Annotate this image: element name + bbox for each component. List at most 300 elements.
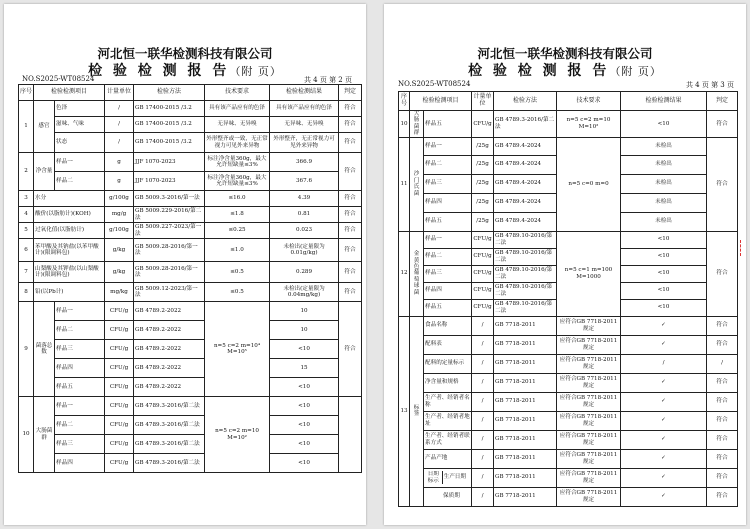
table-row bbox=[399, 449, 738, 468]
method: GB 4789.2-2022 bbox=[134, 378, 205, 397]
method: GB 4789.10-2016/第二法 bbox=[494, 299, 557, 316]
result: ✓ bbox=[621, 430, 707, 449]
table-row bbox=[19, 454, 362, 473]
judgement: 符合 bbox=[339, 207, 362, 223]
unit: CFU/g bbox=[472, 248, 494, 265]
judgement: 符合 bbox=[707, 487, 738, 506]
method: GB 7718-2011 bbox=[494, 392, 557, 411]
table-row bbox=[399, 335, 738, 354]
table-row bbox=[399, 373, 738, 392]
table-row bbox=[399, 231, 738, 248]
unit: g/100g bbox=[105, 191, 134, 207]
sub-item: 样品二 bbox=[424, 155, 472, 174]
group-name: 感官 bbox=[34, 101, 55, 153]
method: GB 4789.3-2016/第二法 bbox=[494, 111, 557, 138]
result: <10 bbox=[621, 248, 707, 265]
judgement: 符合 bbox=[707, 316, 738, 335]
method: GB 4789.4-2024 bbox=[494, 137, 557, 155]
result: 未检出 bbox=[621, 212, 707, 231]
header-result: 检验检测结果 bbox=[270, 85, 339, 101]
result: ✓ bbox=[621, 392, 707, 411]
row-no: 5 bbox=[19, 223, 34, 239]
header-item: 检验检测项目 bbox=[34, 85, 105, 101]
sub-item: 样品五 bbox=[424, 111, 472, 138]
method: GB 4789.10-2016/第二法 bbox=[494, 282, 557, 299]
table-row bbox=[19, 378, 362, 397]
result: 具有该产品应有的色泽 bbox=[270, 101, 339, 117]
page-label: 共 4 页 第 3 页 bbox=[685, 81, 734, 89]
sub-item: 配料表 bbox=[424, 335, 472, 354]
result: <10 bbox=[621, 265, 707, 282]
judgement: 符合 bbox=[707, 231, 738, 316]
requirement: ≤0.5 bbox=[205, 262, 270, 283]
sub-item: 生产日期 bbox=[443, 474, 466, 481]
requirement: 应符合GB 7718-2011规定 bbox=[557, 373, 621, 392]
method: GB 4789.4-2024 bbox=[494, 193, 557, 212]
table-row bbox=[19, 283, 362, 302]
unit: CFU/g bbox=[472, 299, 494, 316]
unit: g bbox=[105, 172, 134, 191]
judgement: 符合 bbox=[339, 262, 362, 283]
requirement: ≤16.0 bbox=[205, 191, 270, 207]
judgement: 符合 bbox=[707, 137, 738, 231]
unit: /25g bbox=[472, 193, 494, 212]
method: GB 4789.2-2022 bbox=[134, 359, 205, 378]
table-row bbox=[19, 416, 362, 435]
method: GB 7718-2011 bbox=[494, 487, 557, 506]
result: 0.023 bbox=[270, 223, 339, 239]
method: GB 5009.28-2016/第一法 bbox=[134, 262, 205, 283]
result: 366.9 bbox=[270, 153, 339, 172]
date-subtable bbox=[425, 471, 470, 484]
table-row bbox=[19, 302, 362, 321]
method: GB 4789.10-2016/第二法 bbox=[494, 231, 557, 248]
judgement: 符合 bbox=[339, 191, 362, 207]
group-name: 金黄色葡萄球菌 bbox=[410, 231, 424, 316]
seal-edge-mark bbox=[740, 240, 744, 256]
unit: / bbox=[472, 354, 494, 373]
row-no: 4 bbox=[19, 207, 34, 223]
sub-item: 样品一 bbox=[424, 231, 472, 248]
result: 0.81 bbox=[270, 207, 339, 223]
unit: / bbox=[472, 335, 494, 354]
row-no: 11 bbox=[399, 137, 410, 231]
unit: CFU/g bbox=[105, 416, 134, 435]
requirement: n=5 c=1 m=100 M=1000 bbox=[557, 231, 621, 316]
header-method: 检验方法 bbox=[494, 92, 557, 111]
judgement: 符合 bbox=[707, 411, 738, 430]
sub-item: 样品一 bbox=[55, 153, 105, 172]
row-no: 7 bbox=[19, 262, 34, 283]
header-result: 检验检测结果 bbox=[621, 92, 707, 111]
judgement: 符合 bbox=[707, 335, 738, 354]
group-name: 沙门氏菌 bbox=[410, 137, 424, 231]
result: 367.6 bbox=[270, 172, 339, 191]
requirement: 应符合GB 7718-2011规定 bbox=[557, 411, 621, 430]
requirement: 应符合GB 7718-2011规定 bbox=[557, 316, 621, 335]
requirement: 应符合GB 7718-2011规定 bbox=[557, 468, 621, 487]
method: JJF 1070-2023 bbox=[134, 172, 205, 191]
method: GB 7718-2011 bbox=[494, 468, 557, 487]
requirement: 具有该产品应有的色泽 bbox=[205, 101, 270, 117]
header-no: 序号 bbox=[19, 85, 34, 101]
method: GB 7718-2011 bbox=[494, 335, 557, 354]
company-name: 河北恒一联华检测科技有限公司 bbox=[477, 46, 653, 61]
result: 4.39 bbox=[270, 191, 339, 207]
sub-item: 样品四 bbox=[424, 193, 472, 212]
method: GB 4789.3-2016/第二法 bbox=[134, 397, 205, 416]
row-no: 8 bbox=[19, 283, 34, 302]
requirement: 应符合GB 7718-2011规定 bbox=[557, 449, 621, 468]
table-row bbox=[19, 153, 362, 172]
item: 酸价(以脂肪计)(KOH) bbox=[34, 207, 105, 223]
unit: / bbox=[472, 316, 494, 335]
sub-item: 样品二 bbox=[424, 248, 472, 265]
sub-item: 样品一 bbox=[424, 137, 472, 155]
requirement: n=5 c=0 m=0 bbox=[557, 137, 621, 231]
item: 苯甲酸及其钠盐(以苯甲酸计)(限调料包) bbox=[34, 239, 105, 262]
result: <10 bbox=[270, 454, 339, 473]
table-row bbox=[19, 207, 362, 223]
unit: / bbox=[105, 117, 134, 133]
table-row bbox=[19, 101, 362, 117]
method: JJF 1070-2023 bbox=[134, 153, 205, 172]
method: GB 4789.4-2024 bbox=[494, 212, 557, 231]
requirement: n=5 c=2 m=10 M=10² bbox=[557, 111, 621, 138]
group-name: 净含量 bbox=[34, 153, 55, 191]
item: 山梨酸及其钾盐(以山梨酸计)(限调料包) bbox=[34, 262, 105, 283]
result: ✓ bbox=[621, 316, 707, 335]
sub-item: 样品三 bbox=[55, 340, 105, 359]
result: ✓ bbox=[621, 487, 707, 506]
table-row bbox=[399, 354, 738, 373]
requirement: n=5 c=2 m=10 M=10² bbox=[205, 397, 270, 473]
unit: CFU/g bbox=[105, 435, 134, 454]
result: 15 bbox=[270, 359, 339, 378]
result: <10 bbox=[621, 111, 707, 138]
method: GB 4789.10-2016/第二法 bbox=[494, 265, 557, 282]
sub-item: 样品二 bbox=[55, 172, 105, 191]
unit: /25g bbox=[472, 155, 494, 174]
unit: / bbox=[472, 468, 494, 487]
result: 0.289 bbox=[270, 262, 339, 283]
report-page-3 bbox=[384, 4, 746, 525]
method: GB 5009.227-2023/第一法 bbox=[134, 223, 205, 239]
sub-item: 色泽 bbox=[55, 101, 105, 117]
requirement: 应符合GB 7718-2011规定 bbox=[557, 487, 621, 506]
sub-item: 保质期 bbox=[424, 487, 472, 506]
method: GB 4789.4-2024 bbox=[494, 155, 557, 174]
result: <10 bbox=[621, 299, 707, 316]
judgement: 符合 bbox=[339, 302, 362, 397]
header-item: 检验检测项目 bbox=[410, 92, 472, 111]
result: ✓ bbox=[621, 335, 707, 354]
table-row bbox=[399, 111, 738, 138]
unit: g/kg bbox=[105, 239, 134, 262]
unit: / bbox=[472, 392, 494, 411]
method: GB 17400-2015 /3.2 bbox=[134, 133, 205, 153]
unit: / bbox=[472, 411, 494, 430]
table-row bbox=[399, 392, 738, 411]
method: GB 4789.3-2016/第二法 bbox=[134, 435, 205, 454]
unit: CFU/g bbox=[472, 231, 494, 248]
unit: g bbox=[105, 153, 134, 172]
sub-item: 生产者、经销者名称 bbox=[424, 392, 472, 411]
method: GB 5009.12-2023/第一法 bbox=[134, 283, 205, 302]
judgement: 符合 bbox=[707, 111, 738, 138]
sub-item: 样品四 bbox=[424, 282, 472, 299]
report-subtitle: （附 页） bbox=[609, 65, 662, 78]
method: GB 4789.2-2022 bbox=[134, 321, 205, 340]
judgement: 符合 bbox=[339, 239, 362, 262]
sub-item: 净含量和规格 bbox=[424, 373, 472, 392]
row-no: 2 bbox=[19, 153, 34, 191]
sub-item: 样品二 bbox=[55, 416, 105, 435]
row-no: 9 bbox=[19, 302, 34, 397]
table-row bbox=[399, 468, 738, 487]
unit: CFU/g bbox=[472, 282, 494, 299]
sub-item: 样品五 bbox=[55, 378, 105, 397]
requirement: n=5 c=2 m=10⁴ M=10⁵ bbox=[205, 302, 270, 397]
requirement: 标注净含量360g，最大允许短缺量≤3% bbox=[205, 172, 270, 191]
result: <10 bbox=[621, 231, 707, 248]
unit: /25g bbox=[472, 212, 494, 231]
header-judgement: 判定 bbox=[707, 92, 738, 111]
sub-item: 样品五 bbox=[424, 212, 472, 231]
method: GB 4789.10-2016/第二法 bbox=[494, 248, 557, 265]
method: GB 4789.3-2016/第二法 bbox=[134, 416, 205, 435]
result: <10 bbox=[270, 340, 339, 359]
method: GB 4789.2-2022 bbox=[134, 340, 205, 359]
requirement: ≤1.0 bbox=[205, 239, 270, 262]
judgement: 符合 bbox=[339, 133, 362, 153]
row-no: 10 bbox=[399, 111, 410, 138]
header-no: 序号 bbox=[399, 92, 410, 111]
sub-item: 产品产地 bbox=[424, 449, 472, 468]
sub-item: 样品三 bbox=[424, 174, 472, 193]
sub-item bbox=[424, 468, 472, 487]
method: GB 4789.2-2022 bbox=[134, 302, 205, 321]
method: GB 7718-2011 bbox=[494, 354, 557, 373]
unit: mg/g bbox=[105, 207, 134, 223]
requirement: 应符合GB 7718-2011规定 bbox=[557, 392, 621, 411]
sub-item: 样品四 bbox=[55, 454, 105, 473]
requirement: 应符合GB 7718-2011规定 bbox=[557, 335, 621, 354]
unit: CFU/g bbox=[105, 359, 134, 378]
header-requirement: 技术要求 bbox=[205, 85, 270, 101]
result: 10 bbox=[270, 302, 339, 321]
judgement: 符合 bbox=[707, 449, 738, 468]
result: ✓ bbox=[621, 373, 707, 392]
table-row bbox=[19, 435, 362, 454]
result: ✓ bbox=[621, 449, 707, 468]
row-no: 10 bbox=[19, 397, 34, 473]
report-number: NO.S2025-WT08524 bbox=[22, 75, 95, 83]
unit: CFU/g bbox=[105, 397, 134, 416]
result: 未检出(定量限为0.04mg/kg) bbox=[270, 283, 339, 302]
method: GB 7718-2011 bbox=[494, 373, 557, 392]
item: 铅(以Pb计) bbox=[34, 283, 105, 302]
method: GB 5009.28-2016/第一法 bbox=[134, 239, 205, 262]
judgement: 符合 bbox=[339, 283, 362, 302]
judgement: 符合 bbox=[707, 430, 738, 449]
result: / bbox=[621, 354, 707, 373]
unit: CFU/g bbox=[105, 340, 134, 359]
group-name: 菌落总数 bbox=[34, 302, 55, 397]
judgement: 符合 bbox=[707, 373, 738, 392]
result: <10 bbox=[270, 416, 339, 435]
table-row bbox=[399, 430, 738, 449]
unit: CFU/g bbox=[472, 111, 494, 138]
unit: / bbox=[105, 133, 134, 153]
header-unit: 计量单位 bbox=[105, 85, 134, 101]
table-row bbox=[19, 172, 362, 191]
unit: mg/kg bbox=[105, 283, 134, 302]
table-row bbox=[19, 191, 362, 207]
sub-item: 样品一 bbox=[55, 302, 105, 321]
requirement: 应符合GB 7718-2011规定 bbox=[557, 354, 621, 373]
unit: CFU/g bbox=[472, 265, 494, 282]
judgement: 符合 bbox=[707, 392, 738, 411]
result: 10 bbox=[270, 321, 339, 340]
header-method: 检验方法 bbox=[134, 85, 205, 101]
result: 外形整齐，无正常视力可见外来异物 bbox=[270, 133, 339, 153]
sub-item: 生产者、经销者地址 bbox=[424, 411, 472, 430]
report-title bbox=[384, 60, 746, 80]
table-row bbox=[399, 487, 738, 506]
unit: CFU/g bbox=[105, 378, 134, 397]
table-row bbox=[19, 133, 362, 153]
requirement: ≤0.25 bbox=[205, 223, 270, 239]
sub-item: 滋味、气味 bbox=[55, 117, 105, 133]
row-no: 1 bbox=[19, 101, 34, 153]
unit: CFU/g bbox=[105, 302, 134, 321]
judgement: 符合 bbox=[339, 101, 362, 117]
judgement: 符合 bbox=[707, 468, 738, 487]
table-row bbox=[19, 321, 362, 340]
sub-item: 样品四 bbox=[55, 359, 105, 378]
method: GB 4789.3-2016/第二法 bbox=[134, 454, 205, 473]
sub-item: 生产者、经销者联系方式 bbox=[424, 430, 472, 449]
method: GB 5009.229-2016/第二法 bbox=[134, 207, 205, 223]
method: GB 4789.4-2024 bbox=[494, 174, 557, 193]
result: 未检出 bbox=[621, 155, 707, 174]
result: 未检出 bbox=[621, 193, 707, 212]
result: ✓ bbox=[621, 411, 707, 430]
judgement: 符合 bbox=[339, 223, 362, 239]
unit: g/100g bbox=[105, 223, 134, 239]
table-row bbox=[399, 411, 738, 430]
table-row bbox=[19, 397, 362, 416]
judgement: / bbox=[707, 354, 738, 373]
sub-item: 样品三 bbox=[55, 435, 105, 454]
unit: CFU/g bbox=[105, 321, 134, 340]
requirement: 外形整齐或一致，无正常视力可见外来异物 bbox=[205, 133, 270, 153]
header-unit: 计量单位 bbox=[472, 92, 494, 111]
requirement: ≤1.8 bbox=[205, 207, 270, 223]
table-row bbox=[399, 137, 738, 155]
method: GB 7718-2011 bbox=[494, 316, 557, 335]
result: 未检出(定量限为0.01g/kg) bbox=[270, 239, 339, 262]
sub-item: 样品五 bbox=[424, 299, 472, 316]
unit: g/kg bbox=[105, 262, 134, 283]
method: GB 17400-2015 /3.2 bbox=[134, 117, 205, 133]
report-subtitle: （附 页） bbox=[229, 65, 282, 78]
judgement bbox=[339, 397, 362, 473]
requirement: ≤0.5 bbox=[205, 283, 270, 302]
method: GB 5009.3-2016/第一法 bbox=[134, 191, 205, 207]
row-no: 3 bbox=[19, 191, 34, 207]
table-header bbox=[19, 85, 362, 101]
unit: /25g bbox=[472, 174, 494, 193]
result: ✓ bbox=[621, 468, 707, 487]
group-name: 大肠菌群 bbox=[410, 111, 424, 138]
results-table bbox=[398, 91, 738, 507]
page-label: 共 4 页 第 2 页 bbox=[303, 76, 352, 84]
result: <10 bbox=[270, 435, 339, 454]
requirement: 无异味、无异嗅 bbox=[205, 117, 270, 133]
unit: /25g bbox=[472, 137, 494, 155]
table-header bbox=[399, 92, 738, 111]
result: <10 bbox=[270, 397, 339, 416]
table-row bbox=[19, 359, 362, 378]
row-no: 12 bbox=[399, 231, 410, 316]
result: 未检出 bbox=[621, 137, 707, 155]
sub-item: 配料的定量标示 bbox=[424, 354, 472, 373]
unit: / bbox=[472, 487, 494, 506]
unit: / bbox=[472, 430, 494, 449]
unit: / bbox=[105, 101, 134, 117]
group-name: 标签 bbox=[410, 316, 424, 506]
table-row bbox=[19, 239, 362, 262]
table-row bbox=[19, 262, 362, 283]
judgement: 符合 bbox=[339, 153, 362, 191]
judgement: 符合 bbox=[339, 117, 362, 133]
unit: / bbox=[472, 373, 494, 392]
sub-item: 样品一 bbox=[55, 397, 105, 416]
result: <10 bbox=[270, 378, 339, 397]
result: <10 bbox=[621, 282, 707, 299]
table-row bbox=[19, 223, 362, 239]
report-title-text: 检 验 检 测 报 告 bbox=[468, 63, 610, 79]
sub-item: 状态 bbox=[55, 133, 105, 153]
unit: / bbox=[472, 449, 494, 468]
row-no: 6 bbox=[19, 239, 34, 262]
sub-item: 食品名称 bbox=[424, 316, 472, 335]
report-page-2 bbox=[4, 4, 366, 525]
date-group-label: 日期标示 bbox=[425, 471, 442, 484]
group-name: 大肠菌群 bbox=[34, 397, 55, 473]
sub-item: 样品二 bbox=[55, 321, 105, 340]
method: GB 7718-2011 bbox=[494, 411, 557, 430]
results-table bbox=[18, 84, 362, 473]
item: 水分 bbox=[34, 191, 105, 207]
sub-item: 样品三 bbox=[424, 265, 472, 282]
item: 过氧化值(以脂肪计) bbox=[34, 223, 105, 239]
requirement: 标注净含量360g，最大允许短缺量≤3% bbox=[205, 153, 270, 172]
report-title-text: 检 验 检 测 报 告 bbox=[88, 63, 230, 79]
row-no: 13 bbox=[399, 316, 410, 506]
report-number: NO.S2025-WT08524 bbox=[398, 80, 471, 88]
method: GB 7718-2011 bbox=[494, 430, 557, 449]
company-name: 河北恒一联华检测科技有限公司 bbox=[97, 46, 273, 61]
method: GB 7718-2011 bbox=[494, 449, 557, 468]
method: GB 17400-2015 /3.2 bbox=[134, 101, 205, 117]
header-requirement: 技术要求 bbox=[557, 92, 621, 111]
result: 无异味、无异嗅 bbox=[270, 117, 339, 133]
header-judgement: 判定 bbox=[339, 85, 362, 101]
unit: CFU/g bbox=[105, 454, 134, 473]
